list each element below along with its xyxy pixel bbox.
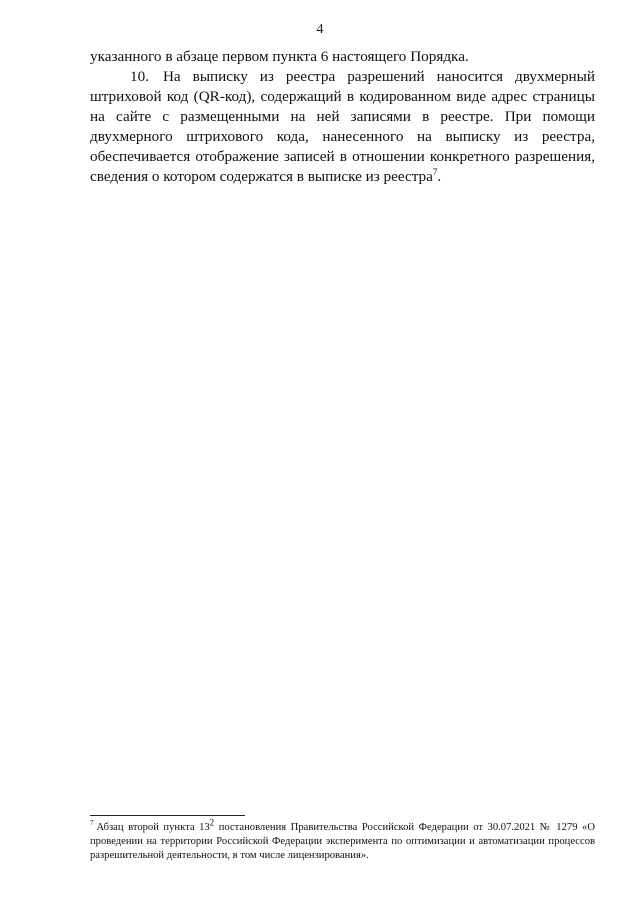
paragraph-10-number: 10. [130, 68, 149, 85]
footnote-7 [90, 817, 595, 863]
paragraph-10-text: На выписку из реестра разрешений наносится двухмерный штриховой код (QR-код), содержащий в кодированном виде адрес страницы на сайте с размещенными на ней записями в реестре. При помощи двухмерного штрихового кода, нанесенного на выписку из реестра, обеспечивается отображение записей в отношении конкретного разрешения, сведения о котором содержатся в выписке из реестра [90, 68, 595, 185]
paragraph-10-end: . [437, 168, 442, 185]
footnote-text-start: Абзац второй пункта 13 [96, 822, 210, 833]
footnote-superscript: 2 [209, 817, 215, 828]
footnote-reference[interactable]: 7 [432, 166, 438, 177]
page-number: 4 [316, 22, 324, 37]
footnote-mark: 7 [90, 819, 94, 828]
paragraph-continuation: указанного в абзаце первом пункта 6 настоящего Порядка. [90, 48, 469, 65]
footnote-separator [90, 815, 245, 816]
footnote-text-rest: постановления Правительства Российской Федерации от 30.07.2021 № 1279 «О проведении на территории Российской Федерации эксперимента по оптимизации и автоматизации процессов разрешительной деятельности, в том числе лицензирования». [90, 822, 595, 861]
paragraph-10 [90, 67, 595, 187]
